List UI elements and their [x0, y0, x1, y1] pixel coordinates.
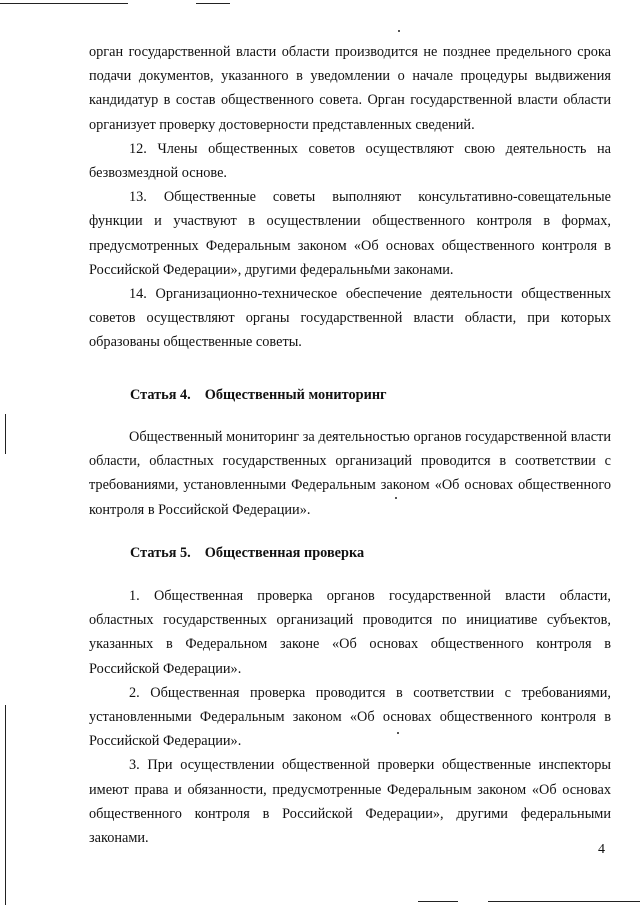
paragraph-item-13: 13. Общественные советы выполняют консультативно-совещательные функции и участвуют в осуществлении общественного контроля в формах, предусмотренных Федеральным законом «Об основах общественного контроля в Российской Федерации», другими федеральными законами. — [89, 189, 611, 278]
article-5-item-1: 1. Общественная проверка органов государственной власти области, областных государственных организаций проводится по инициативе субъектов, указанных в Федеральном законе «Об основах общественного контроля в Российской Федерации». — [89, 588, 611, 677]
article-4-heading — [130, 387, 387, 404]
scan-line-left-upper — [5, 414, 6, 454]
article-5-item-3: 3. При осуществлении общественной проверки общественные инспекторы имеют права и обязанности, предусмотренные Федеральным законом «Об основах общественного контроля в Российской Федерации», другими федеральными законами. — [89, 757, 611, 847]
article-5-body — [89, 584, 611, 850]
page-number: 4 — [598, 842, 605, 857]
continuation-paragraph: орган государственной власти области производится не позднее предельного срока подачи документов, указанного в уведомлении о начале процедуры выдвижения кандидатур в состав общественного совета. Орган государственной власти области организует проверку достоверности представленных сведений. — [89, 44, 611, 133]
paragraph-item-12: 12. Члены общественных советов осуществляют свою деятельность на безвозмездной основе. — [89, 140, 611, 182]
article-4-label: Статья 4. — [130, 387, 191, 403]
scan-line-top-mid — [196, 3, 230, 4]
scan-line-top-left — [0, 3, 128, 4]
paragraph-item-14: 14. Организационно-техническое обеспечение деятельности общественных советов осуществляют органы государственной власти области, при которых образованы общественные советы. — [89, 286, 611, 351]
scan-line-left-lower — [5, 705, 6, 905]
scan-speck — [398, 30, 400, 32]
scan-line-bottom-mid — [418, 901, 458, 902]
article-4-body — [89, 425, 611, 522]
article-5-heading — [130, 545, 364, 562]
article-5-title: Общественная проверка — [204, 545, 365, 561]
article-5-item-2: 2. Общественная проверка проводится в соответствии с требованиями, установленными Федеральным законом «Об основах общественного контроля в Российской Федерации». — [89, 684, 611, 750]
body-text-top — [89, 40, 611, 355]
scan-line-bottom-right — [488, 901, 640, 902]
article-5-label: Статья 5. — [130, 545, 191, 561]
article-4-title: Общественный мониторинг — [204, 387, 387, 403]
article-4-paragraph: Общественный мониторинг за деятельностью органов государственной власти области, областных государственных организаций проводится в соответствии с требованиями, установленными Федеральным законом «Об основах общественного контроля в Российской Федерации». — [89, 429, 611, 518]
